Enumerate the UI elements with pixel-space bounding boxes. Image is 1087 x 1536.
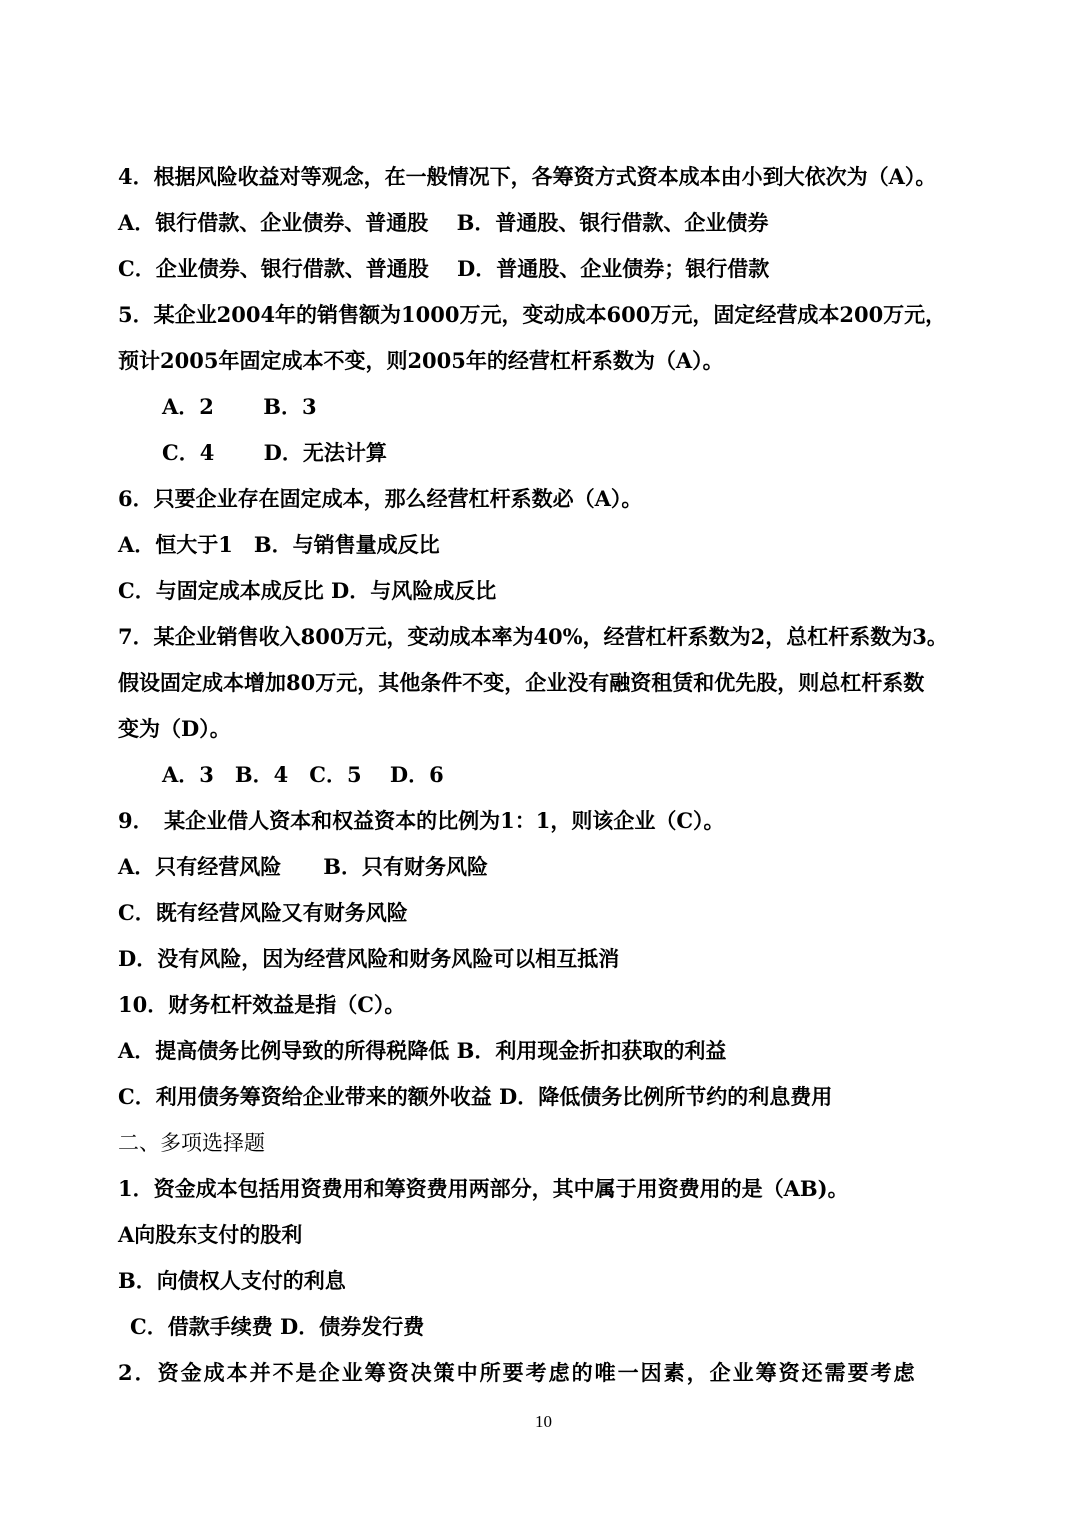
multi-question-2-stem: 2．资金成本并不是企业筹资决策中所要考虑的唯一因素，企业筹资还需要考虑 <box>118 1360 917 1385</box>
question-6-options-cd: C．与固定成本成反比 D．与风险成反比 <box>118 578 497 603</box>
question-9-option-d: D．没有风险，因为经营风险和财务风险可以相互抵消 <box>118 946 620 971</box>
question-6-stem: 6．只要企业存在固定成本，那么经营杠杆系数必（A）。 <box>118 486 643 511</box>
question-5-stem-line-2: 预计2005年固定成本不变，则2005年的经营杠杆系数为（A）。 <box>118 348 724 373</box>
question-7-options: A．3 B．4 C．5 D．6 <box>162 762 444 787</box>
question-4-options-cd: C．企业债券、银行借款、普通股 D．普通股、企业债券；银行借款 <box>118 256 770 281</box>
question-5-options-ab: A．2 B．3 <box>162 394 317 419</box>
multi-question-1-stem: 1．资金成本包括用资费用和筹资费用两部分，其中属于用资费用的是（AB)。 <box>118 1176 849 1201</box>
question-5-options-cd: C．4 D．无法计算 <box>162 440 387 465</box>
multi-question-1-option-a: A向股东支付的股利 <box>118 1222 303 1247</box>
question-9-option-c: C．既有经营风险又有财务风险 <box>118 900 408 925</box>
question-10-stem: 10．财务杠杆效益是指（C）。 <box>118 992 406 1017</box>
section-heading-multiple-choice: 二、多项选择题 <box>118 1131 265 1155</box>
question-10-options-cd: C．利用债务筹资给企业带来的额外收益 D．降低债务比例所节约的利息费用 <box>118 1084 833 1109</box>
question-4-stem: 4．根据风险收益对等观念，在一般情况下，各筹资方式资本成本由小到大依次为（A）。 <box>118 164 937 189</box>
question-7-stem-line-3: 变为（D）。 <box>118 716 231 741</box>
question-10-options-ab: A．提高债务比例导致的所得税降低 B．利用现金折扣获取的利益 <box>118 1038 727 1063</box>
question-9-options-ab: A．只有经营风险 B．只有财务风险 <box>118 854 489 879</box>
question-7-stem-line-1: 7．某企业销售收入800万元，变动成本率为40%，经营杠杆系数为2，总杠杆系数为3。 <box>118 624 948 649</box>
question-7-stem-line-2: 假设固定成本增加80万元，其他条件不变，企业没有融资租赁和优先股，则总杠杆系数 <box>118 670 925 695</box>
multi-question-1-options-cd: C．借款手续费 D．债券发行费 <box>130 1314 425 1339</box>
page-number: 10 <box>535 1412 552 1431</box>
question-6-options-ab: A．恒大于1 B．与销售量成反比 <box>118 532 440 557</box>
question-5-stem-line-1: 5．某企业2004年的销售额为1000万元，变动成本600万元，固定经营成本200万元， <box>118 302 947 327</box>
question-9-stem: 9． 某企业借人资本和权益资本的比例为1：1，则该企业（C）。 <box>118 808 725 833</box>
question-4-options-ab: A．银行借款、企业债券、普通股 B．普通股、银行借款、企业债券 <box>118 210 769 235</box>
multi-question-1-option-b: B．向债权人支付的利息 <box>118 1268 346 1293</box>
